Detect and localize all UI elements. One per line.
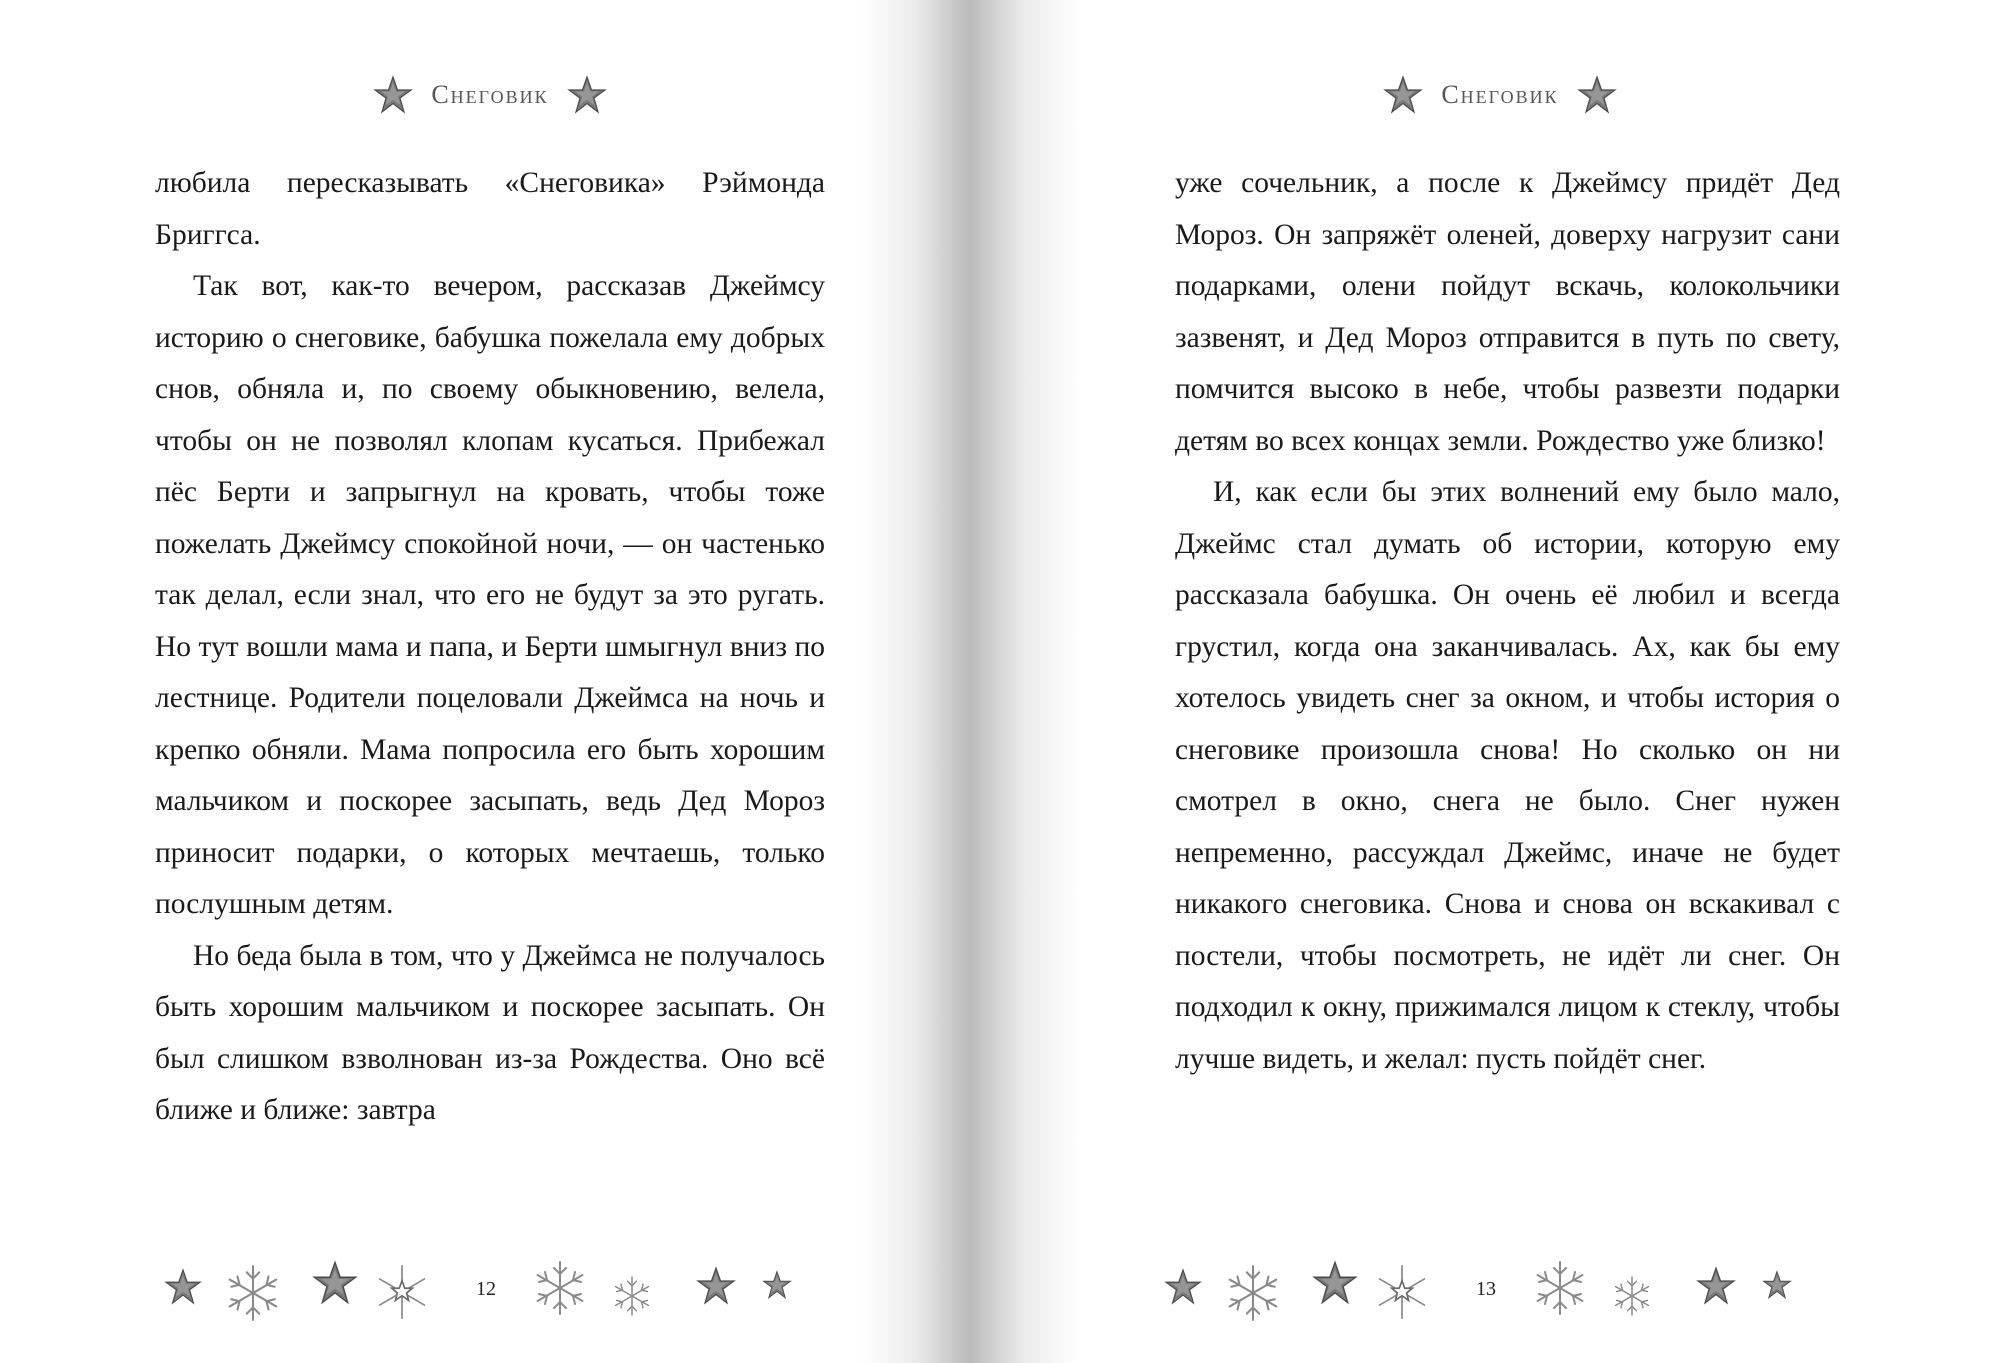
star-icon xyxy=(1762,1270,1792,1300)
snowflake-icon xyxy=(1530,1258,1590,1318)
running-head xyxy=(1350,72,1650,118)
snowflake-icon xyxy=(530,1258,590,1318)
snowflake-icon xyxy=(1374,1264,1430,1320)
star-icon xyxy=(567,75,607,115)
snowflake-icon xyxy=(222,1262,284,1324)
snowflake-icon xyxy=(374,1264,430,1320)
star-icon xyxy=(762,1270,792,1300)
paragraph: И, как если бы этих волнений ему было мало, Джеймс стал думать об истории, которую ему рассказала бабушка. Он очень её любил и всегда грустил, когда она заканчивалась. Ах, как бы ему хотелось увидеть снег за окном, и чтобы история о снеговике произошла снова! Но сколько он ни смотрел в окно, снега не было. Снег нужен непременно, рассуждал Джеймс, иначе не будет никакого снеговика. Снова и снова он вскакивал с постели, чтобы посмотреть, не идёт ли снег. Он подходил к окну, прижимался лицом к стеклу, чтобы лучше видеть, и желал: пусть пойдёт снег. xyxy=(1175,476,1840,1075)
running-head xyxy=(340,72,640,118)
star-icon xyxy=(164,1268,202,1306)
star-icon xyxy=(312,1260,358,1306)
left-page xyxy=(0,0,900,1363)
star-icon xyxy=(1164,1268,1202,1306)
paragraph: Так вот, как-то вечером, рассказав Джеймсу историю о снеговике, бабушка пожелала ему добрых снов, обняла и, по своему обыкновению, велела, чтобы он не позволял клопам кусаться. Прибежал пёс Берти и запрыгнул на кровать, чтобы тоже пожелать Джеймсу спокойной ночи, — он частенько так делал, если знал, что его не будут за это ругать. Но тут вошли мама и папа, и Берти шмыгнул вниз по лестнице. Родители поцеловали Джеймса на ночь и крепко обняли. Мама попросила его быть хорошим мальчиком и поскорее засыпать, ведь Дед Мороз приносит подарки, о которых мечтаешь, только послушным детям. xyxy=(155,270,825,920)
star-icon xyxy=(1696,1266,1736,1306)
paragraph: любила пересказывать «Снеговика» Рэймонда Бриггса. xyxy=(155,167,825,251)
snowflake-icon xyxy=(1610,1274,1654,1318)
running-head-title: Снеговик xyxy=(431,80,549,109)
right-page xyxy=(1020,0,2000,1363)
page-number: 12 xyxy=(476,1278,496,1300)
star-icon xyxy=(1312,1260,1358,1306)
star-icon xyxy=(1383,75,1423,115)
snowflake-icon xyxy=(1222,1262,1284,1324)
footer-ornament xyxy=(1160,1250,1840,1330)
book-gutter-shadow xyxy=(860,0,1080,1363)
paragraph: Но беда была в том, что у Джеймса не получалось быть хорошим мальчиком и поскорее засыпать. Он был слишком взволнован из-за Рождества. Оно всё ближе и ближе: завтра xyxy=(155,939,825,1126)
star-icon xyxy=(373,75,413,115)
snowflake-icon xyxy=(610,1274,654,1318)
page-number: 13 xyxy=(1476,1278,1496,1300)
body-text xyxy=(155,158,825,1137)
footer-ornament xyxy=(140,1250,820,1330)
body-text xyxy=(1175,158,1840,1085)
running-head-title: Снеговик xyxy=(1441,80,1559,109)
paragraph: уже сочельник, а после к Джеймсу придёт Дед Мороз. Он запряжёт оленей, доверху нагрузит сани подарками, олени пойдут вскачь, колокольчики зазвенят, и Дед Мороз отправится в путь по свету, помчится высоко в небе, чтобы развезти подарки детям во всех концах земли. Рождество уже близко! xyxy=(1175,167,1840,457)
star-icon xyxy=(1577,75,1617,115)
star-icon xyxy=(696,1266,736,1306)
